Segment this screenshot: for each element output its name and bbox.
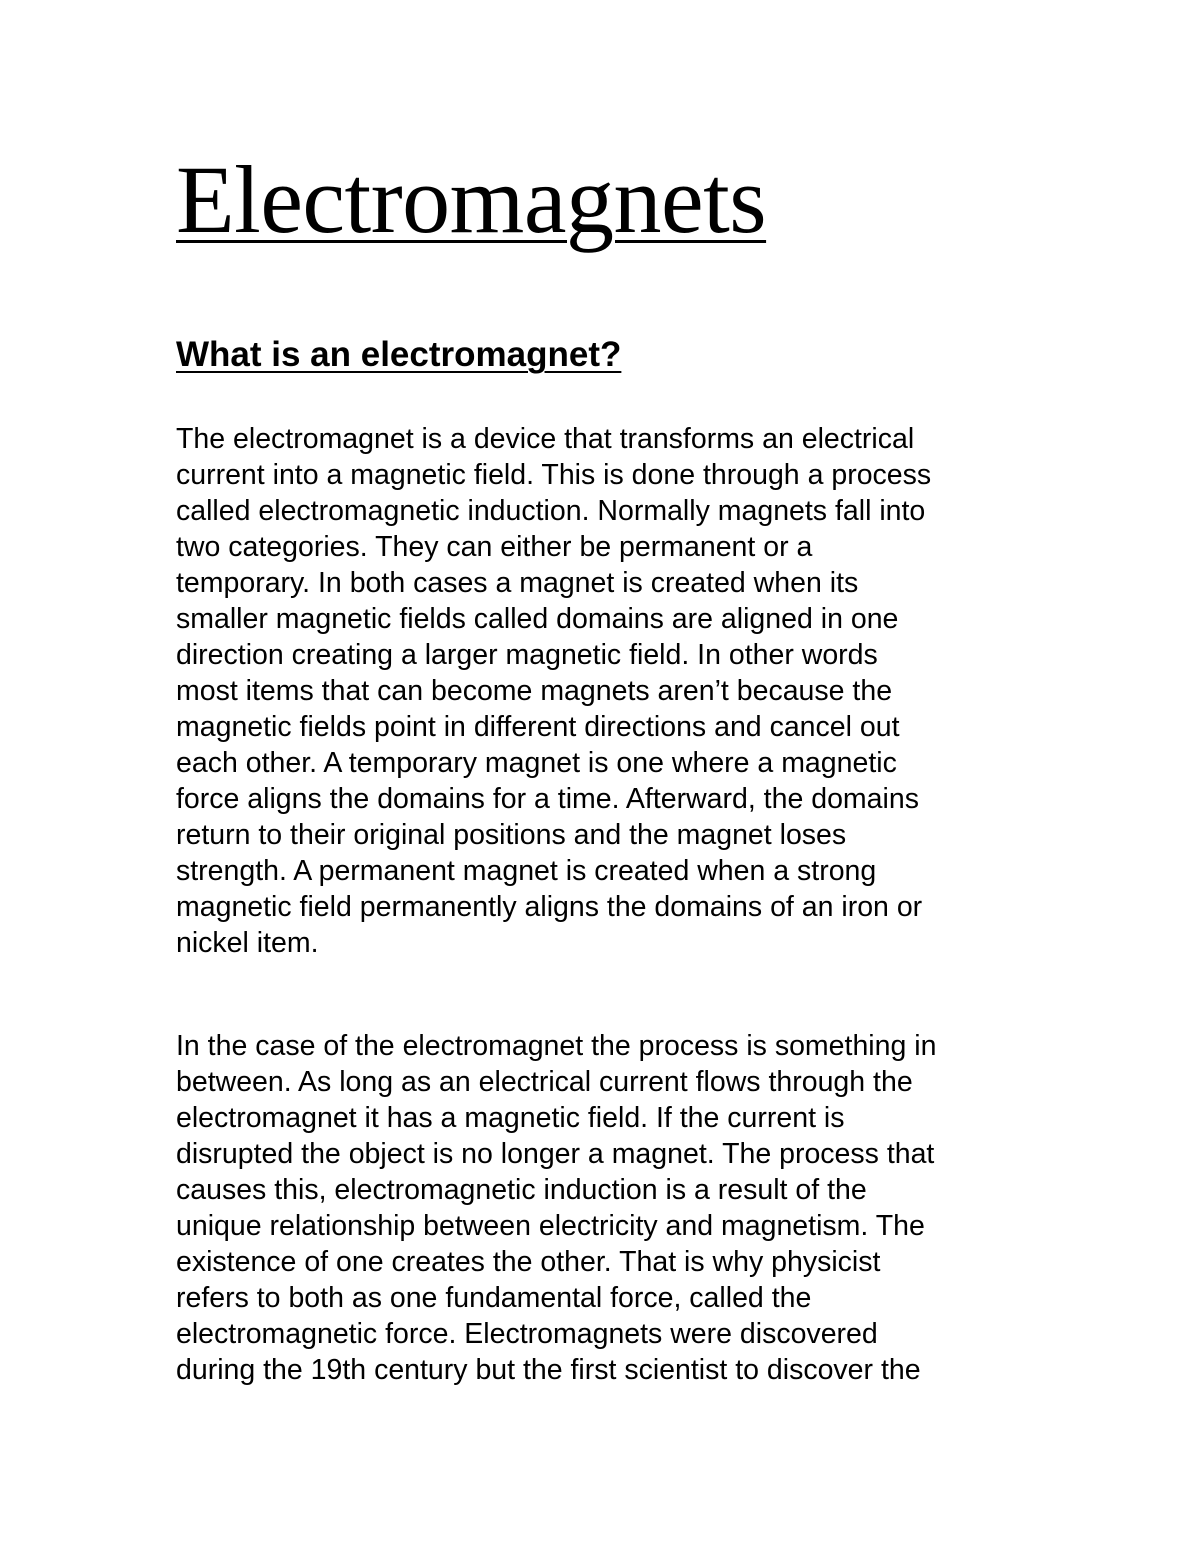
paragraph-line: existence of one creates the other. That is why physicist xyxy=(176,1246,881,1278)
paragraph-line: force aligns the domains for a time. Afterward, the domains xyxy=(176,783,919,815)
paragraph-line: electromagnetic force. Electromagnets were discovered xyxy=(176,1318,878,1350)
paragraph-1 xyxy=(176,421,1076,961)
paragraph-line: most items that can become magnets aren’t because the xyxy=(176,675,893,707)
paragraph-line: electromagnet it has a magnetic field. If the current is xyxy=(176,1102,845,1134)
paragraph-line: smaller magnetic fields called domains are aligned in one xyxy=(176,603,899,635)
paragraph-line: unique relationship between electricity and magnetism. The xyxy=(176,1210,925,1242)
section-heading: What is an electromagnet? xyxy=(176,335,622,374)
paragraph-line: during the 19th century but the first scientist to discover the xyxy=(176,1354,921,1386)
paragraph-line: refers to both as one fundamental force, called the xyxy=(176,1282,812,1314)
paragraph-line: In the case of the electromagnet the process is something in xyxy=(176,1030,937,1062)
paragraph-line: nickel item. xyxy=(176,927,319,959)
document-title: Electromagnets xyxy=(176,146,767,253)
paragraph-line: called electromagnetic induction. Normally magnets fall into xyxy=(176,495,926,527)
paragraph-line: The electromagnet is a device that transforms an electrical xyxy=(176,423,915,455)
paragraph-2 xyxy=(176,1028,1076,1388)
paragraph-line: magnetic fields point in different directions and cancel out xyxy=(176,711,900,743)
paragraph-line: two categories. They can either be permanent or a xyxy=(176,531,813,563)
paragraph-line: between. As long as an electrical current flows through the xyxy=(176,1066,913,1098)
paragraph-line: causes this, electromagnetic induction is a result of the xyxy=(176,1174,867,1206)
paragraph-line: magnetic field permanently aligns the domains of an iron or xyxy=(176,891,923,923)
paragraph-line: strength. A permanent magnet is created when a strong xyxy=(176,855,877,887)
paragraph-line: each other. A temporary magnet is one where a magnetic xyxy=(176,747,897,779)
paragraph-line: disrupted the object is no longer a magnet. The process that xyxy=(176,1138,935,1170)
paragraph-line: direction creating a larger magnetic field. In other words xyxy=(176,639,878,671)
paragraph-line: return to their original positions and the magnet loses xyxy=(176,819,847,851)
paragraph-line: temporary. In both cases a magnet is created when its xyxy=(176,567,859,599)
paragraph-line: current into a magnetic field. This is done through a process xyxy=(176,459,932,491)
